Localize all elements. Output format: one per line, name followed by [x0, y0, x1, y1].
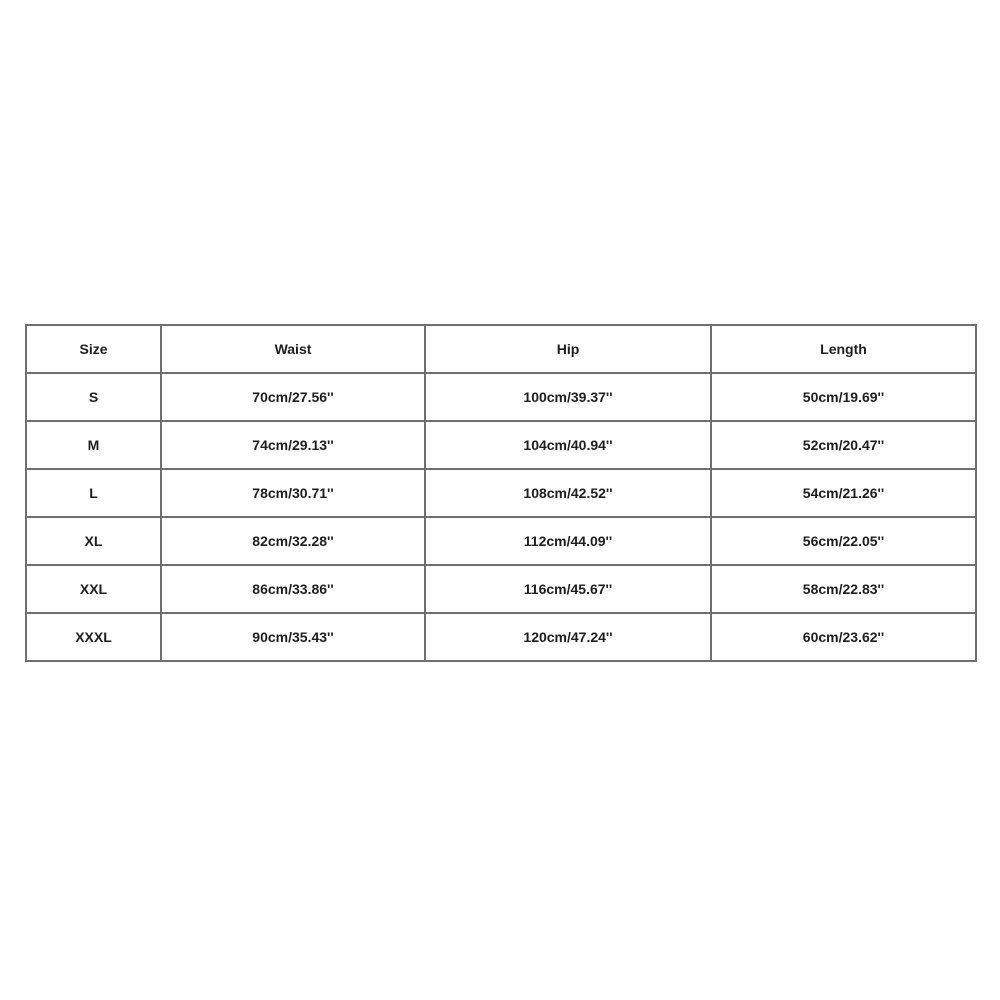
- cell-hip: 108cm/42.52'': [425, 469, 711, 517]
- cell-hip: 104cm/40.94'': [425, 421, 711, 469]
- cell-length: 56cm/22.05'': [711, 517, 976, 565]
- header-waist: Waist: [161, 325, 425, 373]
- cell-length: 58cm/22.83'': [711, 565, 976, 613]
- cell-size: XL: [26, 517, 161, 565]
- header-size: Size: [26, 325, 161, 373]
- cell-length: 50cm/19.69'': [711, 373, 976, 421]
- cell-size: XXXL: [26, 613, 161, 661]
- table-row: [26, 517, 976, 565]
- header-length: Length: [711, 325, 976, 373]
- size-chart: [25, 324, 975, 662]
- cell-waist: 86cm/33.86'': [161, 565, 425, 613]
- table-header-row: [26, 325, 976, 373]
- cell-hip: 112cm/44.09'': [425, 517, 711, 565]
- cell-waist: 82cm/32.28'': [161, 517, 425, 565]
- cell-size: L: [26, 469, 161, 517]
- cell-waist: 70cm/27.56'': [161, 373, 425, 421]
- cell-length: 52cm/20.47'': [711, 421, 976, 469]
- cell-length: 54cm/21.26'': [711, 469, 976, 517]
- cell-size: S: [26, 373, 161, 421]
- cell-waist: 90cm/35.43'': [161, 613, 425, 661]
- cell-hip: 120cm/47.24'': [425, 613, 711, 661]
- table-row: [26, 469, 976, 517]
- cell-waist: 74cm/29.13'': [161, 421, 425, 469]
- table-row: [26, 373, 976, 421]
- cell-size: M: [26, 421, 161, 469]
- header-hip: Hip: [425, 325, 711, 373]
- table-row: [26, 421, 976, 469]
- cell-hip: 100cm/39.37'': [425, 373, 711, 421]
- cell-length: 60cm/23.62'': [711, 613, 976, 661]
- cell-hip: 116cm/45.67'': [425, 565, 711, 613]
- cell-size: XXL: [26, 565, 161, 613]
- size-table: [25, 324, 977, 662]
- cell-waist: 78cm/30.71'': [161, 469, 425, 517]
- table-row: [26, 565, 976, 613]
- table-row: [26, 613, 976, 661]
